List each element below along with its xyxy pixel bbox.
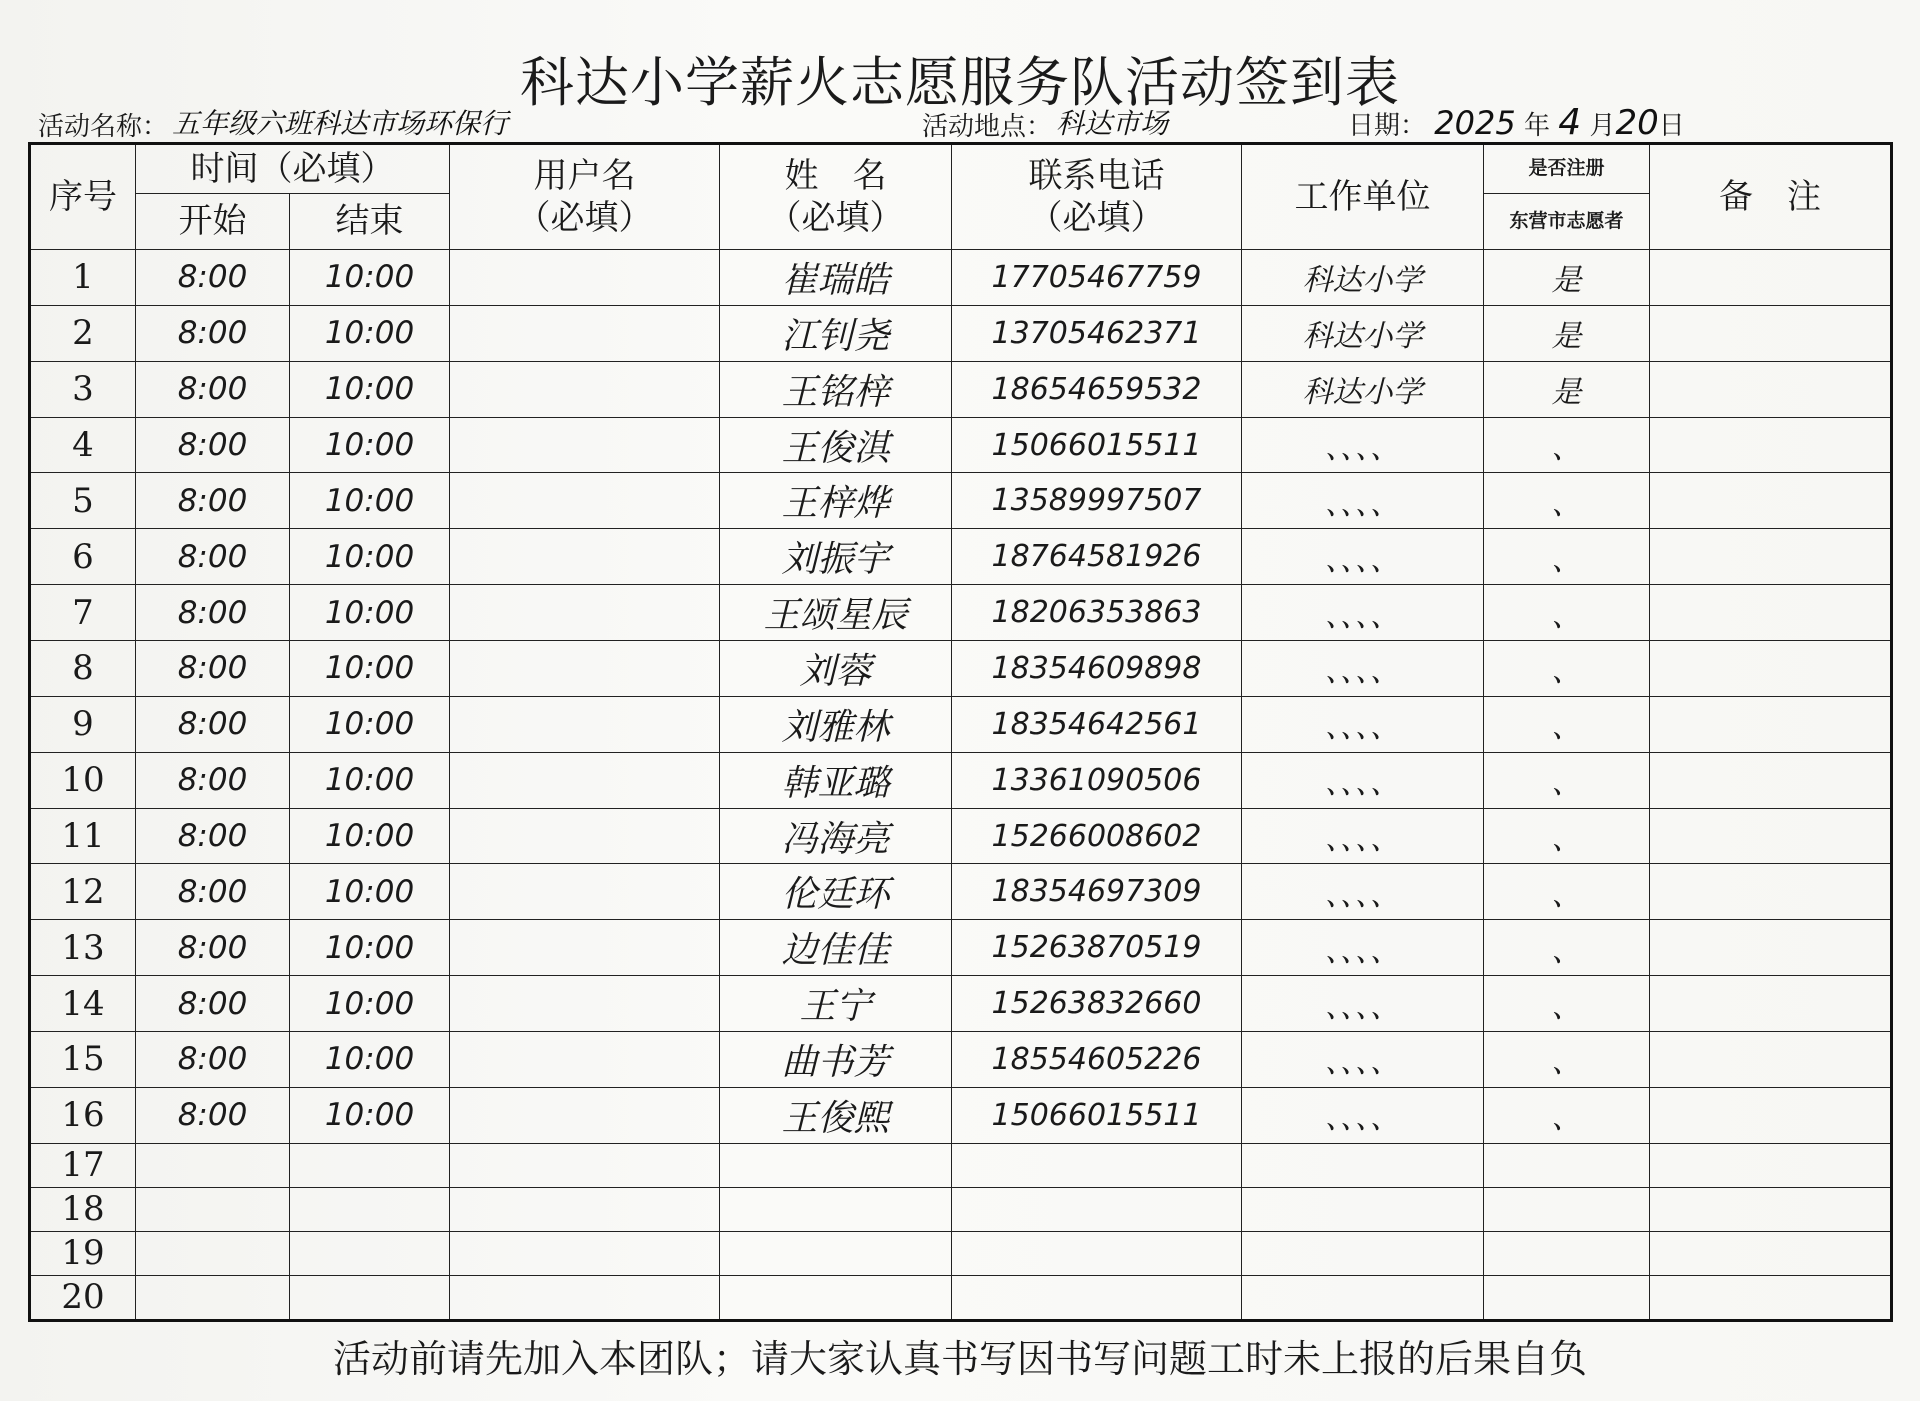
cell-start-time: 8:00 [136, 641, 290, 697]
cell-end-time: 10:00 [290, 976, 450, 1032]
cell-volunteer-name: 王宁 [720, 976, 952, 1032]
cell-work-unit: 、、、、 [1242, 696, 1484, 752]
cell-work-unit: 科达小学 [1242, 250, 1484, 306]
cell-work-unit [1242, 1231, 1484, 1275]
table-row [30, 1032, 1892, 1088]
cell-end-time: 10:00 [290, 250, 450, 306]
table-row [30, 752, 1892, 808]
cell-registered-status: 、 [1484, 641, 1650, 697]
cell-end-time: 10:00 [290, 1087, 450, 1143]
cell-phone-number: 15066015511 [952, 417, 1242, 473]
cell-work-unit: 、、、、 [1242, 864, 1484, 920]
table-row [30, 305, 1892, 361]
cell-username [450, 976, 720, 1032]
cell-start-time: 8:00 [136, 361, 290, 417]
cell-work-unit: 、、、、 [1242, 1087, 1484, 1143]
cell-phone-number [952, 1275, 1242, 1320]
date-year-unit: 年 [1523, 111, 1550, 141]
activity-place-label: 活动地点： [922, 112, 1053, 142]
cell-volunteer-name: 刘振宇 [720, 529, 952, 585]
cell-row-number: 10 [30, 752, 136, 808]
cell-start-time: 8:00 [136, 920, 290, 976]
cell-start-time: 8:00 [136, 250, 290, 306]
header-name [720, 144, 952, 250]
table-row [30, 529, 1892, 585]
cell-row-number: 8 [30, 641, 136, 697]
cell-remark [1650, 864, 1892, 920]
cell-registered-status: 、 [1484, 920, 1650, 976]
cell-end-time: 10:00 [290, 529, 450, 585]
cell-username [450, 1087, 720, 1143]
header-seq: 序号 [30, 144, 136, 250]
cell-volunteer-name: 王俊熙 [720, 1087, 952, 1143]
cell-phone-number: 18654659532 [952, 361, 1242, 417]
cell-volunteer-name [720, 1231, 952, 1275]
sign-in-table [28, 142, 1893, 1322]
cell-remark [1650, 1143, 1892, 1187]
cell-start-time [136, 1275, 290, 1320]
cell-registered-status [1484, 1143, 1650, 1187]
cell-row-number: 15 [30, 1032, 136, 1088]
header-phone [952, 144, 1242, 250]
date-day-unit: 日 [1658, 111, 1685, 141]
cell-end-time: 10:00 [290, 864, 450, 920]
cell-remark [1650, 1032, 1892, 1088]
cell-phone-number: 15066015511 [952, 1087, 1242, 1143]
cell-start-time: 8:00 [136, 864, 290, 920]
cell-work-unit: 、、、、 [1242, 417, 1484, 473]
cell-row-number: 7 [30, 585, 136, 641]
cell-volunteer-name: 王颂星辰 [720, 585, 952, 641]
table-row [30, 696, 1892, 752]
cell-row-number: 1 [30, 250, 136, 306]
cell-end-time: 10:00 [290, 920, 450, 976]
cell-end-time: 10:00 [290, 417, 450, 473]
cell-phone-number: 15263870519 [952, 920, 1242, 976]
cell-remark [1650, 808, 1892, 864]
cell-volunteer-name [720, 1187, 952, 1231]
activity-name-label: 活动名称： [38, 112, 169, 142]
cell-start-time [136, 1143, 290, 1187]
cell-start-time: 8:00 [136, 1032, 290, 1088]
table-row [30, 1275, 1892, 1320]
table-row [30, 920, 1892, 976]
cell-username [450, 641, 720, 697]
cell-row-number: 2 [30, 305, 136, 361]
cell-registered-status: 、 [1484, 417, 1650, 473]
cell-username [450, 696, 720, 752]
cell-end-time [290, 1275, 450, 1320]
cell-username [450, 417, 720, 473]
cell-username [450, 1187, 720, 1231]
header-username [450, 144, 720, 250]
cell-volunteer-name [720, 1143, 952, 1187]
cell-remark [1650, 976, 1892, 1032]
table-row [30, 1187, 1892, 1231]
cell-registered-status [1484, 1275, 1650, 1320]
cell-volunteer-name [720, 1275, 952, 1320]
table-row [30, 976, 1892, 1032]
cell-phone-number [952, 1187, 1242, 1231]
header-username-required: （必填） [516, 198, 653, 238]
cell-username [450, 1143, 720, 1187]
cell-registered-status [1484, 1187, 1650, 1231]
cell-start-time: 8:00 [136, 696, 290, 752]
activity-place-field [922, 102, 1172, 143]
cell-row-number: 11 [30, 808, 136, 864]
cell-registered-status [1484, 1231, 1650, 1275]
cell-remark [1650, 1187, 1892, 1231]
cell-remark [1650, 752, 1892, 808]
cell-registered-status: 、 [1484, 808, 1650, 864]
cell-start-time: 8:00 [136, 529, 290, 585]
cell-username [450, 1275, 720, 1320]
cell-volunteer-name: 刘蓉 [720, 641, 952, 697]
cell-volunteer-name: 王梓烨 [720, 473, 952, 529]
header-remark: 备 注 [1650, 144, 1892, 250]
cell-registered-status: 、 [1484, 585, 1650, 641]
cell-work-unit: 、、、、 [1242, 920, 1484, 976]
table-row [30, 1231, 1892, 1275]
cell-row-number: 4 [30, 417, 136, 473]
cell-registered-status: 、 [1484, 1032, 1650, 1088]
cell-remark [1650, 1275, 1892, 1320]
cell-registered-status: 、 [1484, 473, 1650, 529]
cell-remark [1650, 920, 1892, 976]
cell-volunteer-name: 王铭梓 [720, 361, 952, 417]
cell-row-number: 3 [30, 361, 136, 417]
cell-work-unit: 科达小学 [1242, 305, 1484, 361]
cell-start-time: 8:00 [136, 417, 290, 473]
cell-registered-status: 、 [1484, 696, 1650, 752]
cell-work-unit: 、、、、 [1242, 585, 1484, 641]
cell-end-time: 10:00 [290, 361, 450, 417]
cell-end-time [290, 1231, 450, 1275]
cell-end-time [290, 1143, 450, 1187]
cell-end-time: 10:00 [290, 641, 450, 697]
cell-username [450, 864, 720, 920]
cell-row-number: 19 [30, 1231, 136, 1275]
cell-start-time: 8:00 [136, 808, 290, 864]
cell-registered-status: 、 [1484, 529, 1650, 585]
table-body [30, 250, 1892, 1321]
cell-remark [1650, 305, 1892, 361]
cell-start-time: 8:00 [136, 752, 290, 808]
cell-row-number: 9 [30, 696, 136, 752]
cell-phone-number: 18354609898 [952, 641, 1242, 697]
table-row [30, 250, 1892, 306]
cell-work-unit: 、、、、 [1242, 1032, 1484, 1088]
cell-work-unit: 、、、、 [1242, 473, 1484, 529]
cell-remark [1650, 417, 1892, 473]
cell-username [450, 473, 720, 529]
cell-username [450, 250, 720, 306]
cell-username [450, 920, 720, 976]
cell-username [450, 529, 720, 585]
cell-volunteer-name: 冯海亮 [720, 808, 952, 864]
footer-notice: 活动前请先加入本团队；请大家认真书写因书写问题工时未上报的后果自负 [332, 1337, 1587, 1381]
cell-phone-number [952, 1143, 1242, 1187]
cell-remark [1650, 1087, 1892, 1143]
cell-row-number: 20 [30, 1275, 136, 1320]
date-month: 4 [1558, 102, 1582, 143]
header-end: 结束 [290, 194, 450, 250]
cell-start-time: 8:00 [136, 585, 290, 641]
cell-end-time: 10:00 [290, 696, 450, 752]
table-row [30, 1087, 1892, 1143]
cell-username [450, 361, 720, 417]
cell-registered-status: 、 [1484, 864, 1650, 920]
cell-remark [1650, 473, 1892, 529]
table-row [30, 473, 1892, 529]
cell-remark [1650, 361, 1892, 417]
cell-start-time [136, 1187, 290, 1231]
cell-volunteer-name: 崔瑞皓 [720, 250, 952, 306]
cell-registered-status: 、 [1484, 752, 1650, 808]
cell-work-unit: 、、、、 [1242, 808, 1484, 864]
cell-phone-number: 13589997507 [952, 473, 1242, 529]
cell-username [450, 585, 720, 641]
activity-name-value: 五年级六班科达市场环保行 [168, 102, 512, 143]
header-name-required: （必填） [767, 198, 904, 238]
cell-row-number: 13 [30, 920, 136, 976]
cell-phone-number: 18206353863 [952, 585, 1242, 641]
cell-row-number: 5 [30, 473, 136, 529]
date-label: 日期： [1348, 111, 1427, 141]
cell-phone-number: 18764581926 [952, 529, 1242, 585]
header-time: 时间（必填） [136, 144, 450, 194]
cell-phone-number: 18354697309 [952, 864, 1242, 920]
table-row [30, 361, 1892, 417]
cell-volunteer-name: 伦廷环 [720, 864, 952, 920]
cell-volunteer-name: 王俊淇 [720, 417, 952, 473]
header-username-label: 用户名 [533, 155, 636, 196]
table-row [30, 417, 1892, 473]
cell-remark [1650, 641, 1892, 697]
cell-end-time: 10:00 [290, 752, 450, 808]
cell-work-unit: 、、、、 [1242, 529, 1484, 585]
cell-end-time: 10:00 [290, 473, 450, 529]
table-row [30, 808, 1892, 864]
cell-end-time: 10:00 [290, 808, 450, 864]
cell-username [450, 1231, 720, 1275]
activity-date-field [1348, 102, 1685, 143]
cell-phone-number: 18354642561 [952, 696, 1242, 752]
cell-row-number: 16 [30, 1087, 136, 1143]
cell-work-unit: 科达小学 [1242, 361, 1484, 417]
cell-volunteer-name: 刘雅林 [720, 696, 952, 752]
cell-volunteer-name: 边佳佳 [720, 920, 952, 976]
cell-phone-number: 15266008602 [952, 808, 1242, 864]
header-phone-required: （必填） [1028, 198, 1165, 238]
cell-work-unit: 、、、、 [1242, 976, 1484, 1032]
cell-volunteer-name: 韩亚璐 [720, 752, 952, 808]
date-month-unit: 月 [1589, 111, 1616, 141]
cell-remark [1650, 250, 1892, 306]
activity-name-field [38, 102, 512, 143]
page-title: 科达小学薪火志愿服务队活动签到表 [520, 51, 1400, 114]
cell-end-time: 10:00 [290, 585, 450, 641]
date-year: 2025 [1434, 104, 1516, 142]
header-org: 工作单位 [1242, 144, 1484, 250]
cell-username [450, 752, 720, 808]
cell-registered-status: 、 [1484, 976, 1650, 1032]
cell-phone-number: 13705462371 [952, 305, 1242, 361]
cell-row-number: 14 [30, 976, 136, 1032]
cell-work-unit: 、、、、 [1242, 641, 1484, 697]
cell-start-time: 8:00 [136, 976, 290, 1032]
cell-work-unit [1242, 1187, 1484, 1231]
cell-start-time: 8:00 [136, 473, 290, 529]
table-row [30, 864, 1892, 920]
table-row [30, 585, 1892, 641]
header-registered-top: 是否注册 [1484, 144, 1650, 194]
cell-start-time: 8:00 [136, 1087, 290, 1143]
table-header-row-top [30, 144, 1892, 194]
cell-registered-status: 是 [1484, 250, 1650, 306]
cell-row-number: 6 [30, 529, 136, 585]
cell-phone-number [952, 1231, 1242, 1275]
table-row [30, 641, 1892, 697]
cell-username [450, 1032, 720, 1088]
cell-work-unit [1242, 1143, 1484, 1187]
table-row [30, 1143, 1892, 1187]
cell-row-number: 17 [30, 1143, 136, 1187]
header-name-label: 姓 名 [784, 155, 887, 196]
cell-remark [1650, 529, 1892, 585]
cell-start-time: 8:00 [136, 305, 290, 361]
cell-work-unit [1242, 1275, 1484, 1320]
cell-volunteer-name: 曲书芳 [720, 1032, 952, 1088]
cell-end-time: 10:00 [290, 305, 450, 361]
cell-registered-status: 是 [1484, 305, 1650, 361]
cell-volunteer-name: 江钊尧 [720, 305, 952, 361]
cell-registered-status: 是 [1484, 361, 1650, 417]
cell-end-time [290, 1187, 450, 1231]
activity-place-value: 科达市场 [1052, 102, 1172, 143]
cell-phone-number: 13361090506 [952, 752, 1242, 808]
header-registered-bottom: 东营市志愿者 [1484, 194, 1650, 250]
cell-username [450, 808, 720, 864]
cell-phone-number: 17705467759 [952, 250, 1242, 306]
cell-remark [1650, 696, 1892, 752]
header-phone-label: 联系电话 [1028, 155, 1165, 196]
cell-end-time: 10:00 [290, 1032, 450, 1088]
cell-row-number: 18 [30, 1187, 136, 1231]
cell-username [450, 305, 720, 361]
date-day: 20 [1615, 103, 1659, 143]
cell-remark [1650, 585, 1892, 641]
cell-phone-number: 18554605226 [952, 1032, 1242, 1088]
header-start: 开始 [136, 194, 290, 250]
cell-row-number: 12 [30, 864, 136, 920]
cell-phone-number: 15263832660 [952, 976, 1242, 1032]
cell-remark [1650, 1231, 1892, 1275]
cell-start-time [136, 1231, 290, 1275]
cell-registered-status: 、 [1484, 1087, 1650, 1143]
cell-work-unit: 、、、、 [1242, 752, 1484, 808]
